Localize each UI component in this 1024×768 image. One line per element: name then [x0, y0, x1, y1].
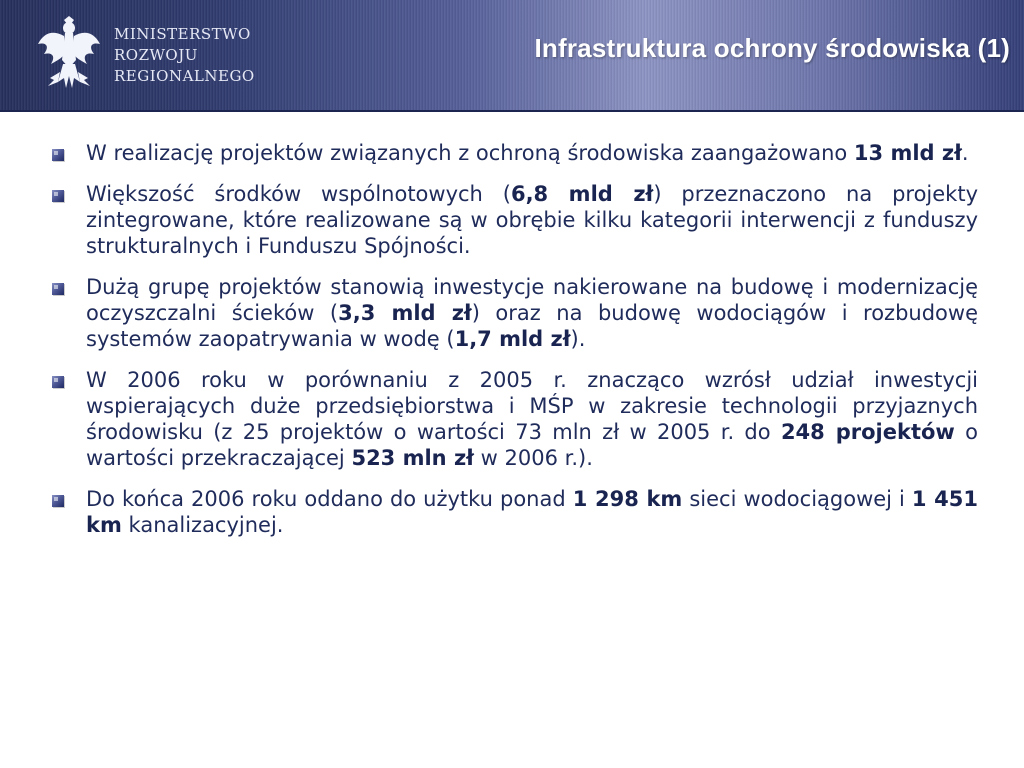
- bullet-item: [46, 140, 978, 166]
- bullet-text: Do końca 2006 roku oddano do użytku ponad: [86, 487, 573, 511]
- bullet-text: sieci wodociągowej i: [682, 487, 912, 511]
- bullet-bold: 523 mln zł: [351, 446, 474, 470]
- bullet-bold: 1 451 km: [86, 487, 978, 537]
- bullet-text: ).: [570, 327, 586, 351]
- bullet-text: W 2006 roku w porównaniu z 2005 r. znacząco wzrósł udział inwestycji wspierających duże przedsiębiorstwa i MŚP w zakresie technologii przyjaznych środowisku (z 25 projektów o wartości 73 mln zł w 2005 r. do: [86, 368, 978, 444]
- slide-title: Infrastruktura ochrony środowiska (1): [534, 33, 1010, 63]
- eagle-emblem-icon: [36, 12, 102, 96]
- bullet-bold: 1 298 km: [572, 487, 683, 511]
- bullet-bold: 6,8 mld zł: [510, 182, 654, 206]
- bullet-text: Dużą grupę projektów stanowią inwestycje nakierowane na budowę i modernizację oczyszczalni ścieków (: [86, 275, 978, 325]
- bullet-text: o wartości przekraczającej: [86, 420, 978, 470]
- ministry-logo-text: [114, 24, 255, 87]
- bullet-item: [46, 274, 978, 352]
- square-bullet-icon: [52, 376, 64, 388]
- square-bullet-icon: [52, 190, 64, 202]
- square-bullet-icon: [52, 149, 64, 161]
- bullet-item: [46, 486, 978, 538]
- square-bullet-icon: [52, 283, 64, 295]
- bullet-text: W realizację projektów związanych z ochroną środowiska zaangażowano: [86, 141, 854, 165]
- slide-header: [0, 0, 1024, 112]
- bullet-text: Większość środków wspólnotowych (: [86, 182, 511, 206]
- bullet-bold: 1,7 mld zł: [454, 327, 571, 351]
- bullet-text: .: [961, 141, 969, 165]
- logo-line-1: MINISTERSTWO: [114, 25, 251, 43]
- logo-line-2: ROZWOJU: [114, 46, 198, 64]
- bullet-bold: 3,3 mld zł: [338, 301, 472, 325]
- bullet-text: w 2006 r.).: [473, 446, 593, 470]
- bullet-item: [46, 181, 978, 259]
- square-bullet-icon: [52, 495, 64, 507]
- logo-line-3: REGIONALNEGO: [114, 67, 255, 85]
- bullet-text: kanalizacyjnej.: [121, 513, 284, 537]
- ministry-logo: [36, 12, 256, 96]
- bullet-bold: 248 projektów: [780, 420, 955, 444]
- bullet-bold: 13 mld zł: [853, 141, 962, 165]
- bullet-text: ) przeznaczono na projekty zintegrowane, które realizowane są w obrębie kilku kategorii interwencji z funduszy strukturalnych i Funduszu Spójności.: [86, 182, 979, 258]
- bullet-list: [46, 140, 978, 553]
- bullet-text: ) oraz na budowę wodociągów i rozbudowę systemów zaopatrywania w wodę (: [86, 301, 978, 351]
- bullet-item: [46, 367, 978, 471]
